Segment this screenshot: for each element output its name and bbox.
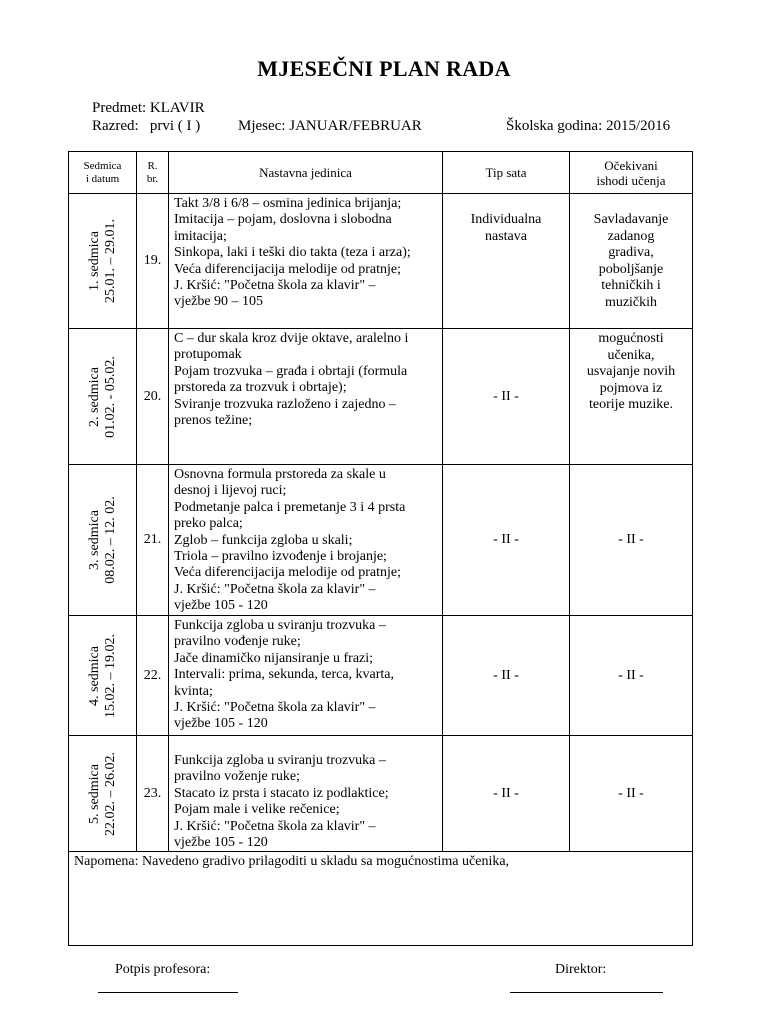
table-row [69,616,693,736]
week-cell: 1. sedmica 25.01. – 29.01. [69,194,137,329]
header-expected-outcomes: Očekivani ishodi učenja [570,152,693,194]
outcomes-cell: Savladavanje zadanog gradiva, poboljšanje tehničkih i muzičkih [570,194,693,329]
lesson-unit-cell: Funkcija zgloba u sviranju trozvuka – pravilno vođenje ruke; Jače dinamičko nijansiranje u frazi; Intervali: prima, sekunda, terca, kvarta, kvinta; J. Kršić: "Početna škola za klavir" – vježbe 105 - 120 [169,616,443,736]
week-cell: 3. sedmica 08.02. – 12. 02. [69,465,137,616]
table-row [69,194,693,329]
table-row [69,329,693,465]
week-cell: 2. sedmica 01.02. - 05.02. [69,329,137,465]
row-number: 21. [137,465,169,616]
row-number: 19. [137,194,169,329]
note-row [69,852,693,946]
header-lesson-unit: Nastavna jedinica [169,152,443,194]
row-number: 20. [137,329,169,465]
lesson-type-cell: - II - [443,465,570,616]
lesson-unit-cell: C – dur skala kroz dvije oktave, aralelno i protupomak Pojam trozvuka – građa i obrtaji (formula prstoreda za trozvuk i obrtaje); Sviranje trozvuka razloženo i zajedno – prenos težine; [169,329,443,465]
teacher-signature-label: Potpis profesora: [115,962,211,977]
week-cell: 4. sedmica 15.02. – 19.02. [69,616,137,736]
month-label: Mjesec: JANUAR/FEBRUAR [238,118,422,134]
header-week: Sedmica i datum [69,152,137,194]
page-title: MJESEČNI PLAN RADA [257,56,511,81]
lesson-type-cell: - II - [443,616,570,736]
lesson-unit-cell: Funkcija zgloba u sviranju trozvuka – pravilno voženje ruke; Stacato iz prsta i stacato iz podlaktice; Pojam male i velike rečenice; J. Kršić: "Početna škola za klavir" – vježbe 105 - 120 [169,736,443,852]
director-signature-line [510,992,663,993]
row-number: 23. [137,736,169,852]
row-number: 22. [137,616,169,736]
director-signature-label: Direktor: [555,962,607,977]
lesson-unit-cell: Takt 3/8 i 6/8 – osmina jedinica brijanja; Imitacija – pojam, doslovna i slobodna imitacija; Sinkopa, laki i teški dio takta (teza i arza); Veća diferencijacija melodije od pratnje; J. Kršić: "Početna škola za klavir" – vježbe 90 – 105 [169,194,443,329]
school-year-label: Školska godina: 2015/2016 [506,118,671,134]
lesson-type-cell: - II - [443,329,570,465]
lesson-unit-cell: Osnovna formula prstoreda za skale u desnoj i lijevoj ruci; Podmetanje palca i premetanje 3 i 4 prsta preko palca; Zglob – funkcija zgloba u skali; Triola – pravilno izvođenje i brojanje; Veća diferencijacija melodije od pratnje; J. Kršić: "Početna škola za klavir" – vježbe 105 - 120 [169,465,443,616]
teacher-signature-line [98,992,238,993]
subject-label: Predmet: KLAVIR [92,100,205,116]
table-row [69,465,693,616]
table-header-row [69,152,693,194]
header-lesson-type: Tip sata [443,152,570,194]
outcomes-cell: mogućnosti učenika, usvajanje novih pojmova iz teorije muzike. [570,329,693,465]
note-text: Napomena: Navedeno gradivo prilagoditi u skladu sa mogućnostima učenika, [69,852,693,946]
grade-label: Razred: prvi ( I ) [92,118,201,134]
outcomes-cell: - II - [570,616,693,736]
table-row [69,736,693,852]
monthly-plan-table [68,151,693,946]
lesson-type-cell: Individualna nastava [443,194,570,329]
outcomes-cell: - II - [570,736,693,852]
week-cell: 5. sedmica 22.02. – 26.02. [69,736,137,852]
outcomes-cell: - II - [570,465,693,616]
lesson-type-cell: - II - [443,736,570,852]
header-number: R. br. [137,152,169,194]
